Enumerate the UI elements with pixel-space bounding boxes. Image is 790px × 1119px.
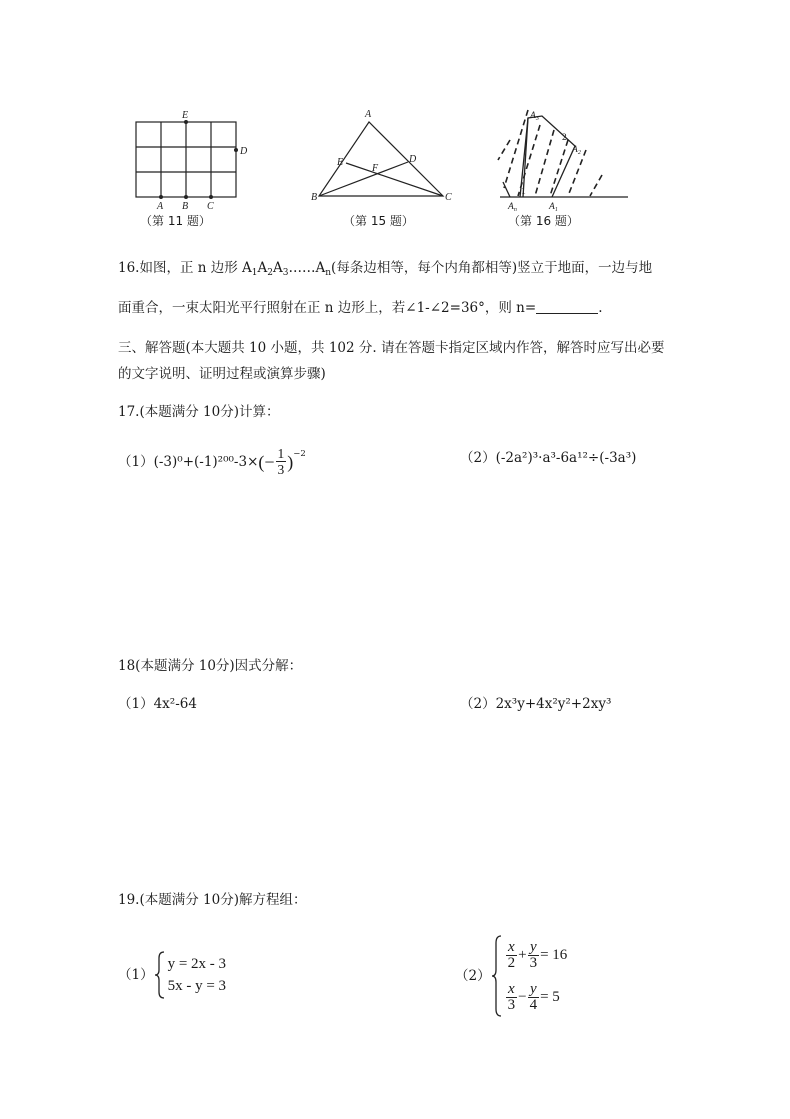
answer-blank[interactable]	[536, 300, 598, 314]
label-A: A	[157, 201, 164, 212]
equation-1: $\frac{x}{2}$ + $\frac{y}{3}$ = 16	[507, 938, 568, 971]
section-3-line-1: 三、解答题(本大题共 10 小题，共 102 分. 请在答题卡指定区域内作答，解答时应写出必要	[118, 340, 665, 356]
label-A: A	[365, 109, 372, 120]
section-3-line-2: 的文字说明、证明过程或演算步骤)	[118, 366, 326, 382]
figure-16	[490, 100, 640, 240]
polygon-sunlight-diagram	[490, 100, 640, 215]
label-C: C	[445, 192, 452, 203]
label-F: F	[372, 163, 379, 174]
fraction: $\frac{1}{3}$	[277, 446, 285, 477]
label-D: D	[240, 146, 248, 157]
label-C: C	[207, 201, 214, 212]
label-D: D	[409, 154, 417, 165]
label-2: 2	[562, 133, 567, 143]
label-B: B	[311, 192, 318, 203]
left-brace	[491, 934, 503, 1018]
question-19-part-2: （2） $\frac{x}{2}$ + $\frac{y}{3}$ = 16 $\frac{x}{3}$ − $\frac{y}{4}$ = 5	[455, 934, 567, 1018]
label-1: 1	[521, 187, 526, 197]
question-16-line-2: 面重合，一束太阳光平行照射在正 n 边形上，若∠1-∠2=36°，则 n= .	[118, 300, 603, 316]
figure-11-caption: （第 11 题）	[140, 214, 211, 228]
label-An: $A_n$	[508, 202, 517, 213]
figure-16-caption: （第 16 题）	[508, 214, 579, 228]
figure-15	[305, 100, 455, 240]
figure-11	[120, 100, 260, 240]
question-18-title: 18(本题满分 10分)因式分解：	[118, 658, 303, 674]
question-18-part-2: （2）2x³y+4x²y²+2xy³	[460, 696, 612, 712]
question-17-title: 17.(本题满分 10分)计算：	[118, 404, 280, 420]
label-E: E	[337, 157, 344, 168]
label-A2: $A_2$	[572, 145, 581, 156]
question-16-line-1: 16.如图，正 n 边形 $A_1A_2A_3\dots\dots A_n$(每条边相等，每个内角都相等)竖立于地面，一边与地	[118, 260, 653, 278]
label-A3: $A_3$	[530, 111, 539, 122]
label-B: B	[182, 201, 189, 212]
question-17-part-1: （1） (-3)⁰+(-1)²⁰⁰-3× (− $\frac{1}{3}$ ) −2	[118, 446, 306, 477]
question-17-part-2: （2）(-2a²)³·a³-6a¹²÷(-3a³)	[460, 450, 637, 466]
question-19-part-1: （1） y = 2x - 3 5x - y = 3	[118, 950, 226, 1000]
triangle-diagram	[305, 100, 455, 210]
figure-15-caption: （第 15 题）	[343, 214, 414, 228]
label-A1: $A_1$	[549, 202, 558, 213]
left-brace	[154, 950, 166, 1000]
equation-2: $\frac{x}{3}$ − $\frac{y}{4}$ = 5	[507, 980, 560, 1013]
label-E: E	[182, 110, 189, 121]
question-19-title: 19.(本题满分 10分)解方程组：	[118, 892, 307, 908]
question-18-part-1: （1）4x²-64	[118, 696, 197, 712]
